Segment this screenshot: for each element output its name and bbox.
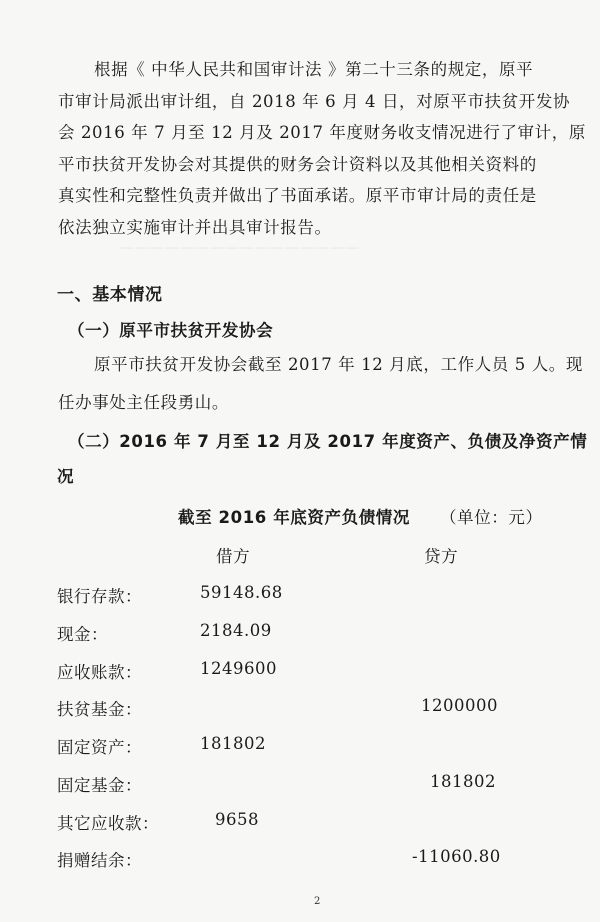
subsection-body-line: 原平市扶贫开发协会截至 2017 年 12 月底，工作人员 5 人。现 xyxy=(94,355,583,374)
para-line: 市审计局派出审计组，自 2018 年 6 月 4 日，对原平市扶贫开发协 xyxy=(58,91,571,111)
table-row-label: 其它应收款： xyxy=(57,814,159,833)
table-row-credit: 181802 xyxy=(430,772,496,791)
table-row-label: 固定基金： xyxy=(57,776,142,795)
subsection-heading-assets: （二）2016 年 7 月至 12 月及 2017 年度资产、负债及净资产情 xyxy=(68,432,588,451)
table-row-label: 银行存款： xyxy=(57,587,142,606)
debit-header: 借方 xyxy=(216,547,251,566)
subsection-body-line: 任办事处主任段勇山。 xyxy=(58,393,229,412)
para-line: 依法独立实施审计并出具审计报告。 xyxy=(58,217,332,237)
table-row-credit: 1200000 xyxy=(421,696,498,715)
table-title: 截至 2016 年底资产负债情况 xyxy=(178,508,411,527)
table-row-debit: 1249600 xyxy=(200,659,277,678)
table-row-label: 扶贫基金： xyxy=(57,700,142,719)
table-row-label: 捐赠结余： xyxy=(57,851,142,870)
para-line: 会 2016 年 7 月至 12 月及 2017 年度财务收支情况进行了审计，原 xyxy=(58,123,586,142)
page-number: 2 xyxy=(314,896,321,907)
subsection-heading-assets-cont: 况 xyxy=(57,467,75,486)
table-row-debit: 181802 xyxy=(200,734,266,753)
table-row-debit: 9658 xyxy=(215,810,259,829)
intro-paragraph xyxy=(58,54,588,243)
table-unit: （单位：元） xyxy=(440,508,543,527)
bleed-through-text: ———————————————— xyxy=(120,240,360,256)
subsection-heading-association: （一）原平市扶贫开发协会 xyxy=(68,321,274,340)
table-row-label: 固定资产： xyxy=(57,738,142,757)
para-line: 真实性和完整性负责并做出了书面承诺。原平市审计局的责任是 xyxy=(58,186,537,205)
credit-header: 贷方 xyxy=(424,547,459,566)
table-row-debit: 2184.09 xyxy=(200,621,272,640)
para-line: 平市扶贫开发协会对其提供的财务会计资料以及其他相关资料的 xyxy=(58,154,537,174)
table-row-credit: -11060.80 xyxy=(412,847,501,866)
section-heading-basic-info: 一、基本情况 xyxy=(57,285,163,305)
para-line: 根据《 中华人民共和国审计法 》第二十三条的规定，原平 xyxy=(94,60,534,79)
table-row-label: 现金： xyxy=(57,625,108,644)
table-row-label: 应收账款： xyxy=(57,663,142,682)
table-row-debit: 59148.68 xyxy=(200,583,283,602)
